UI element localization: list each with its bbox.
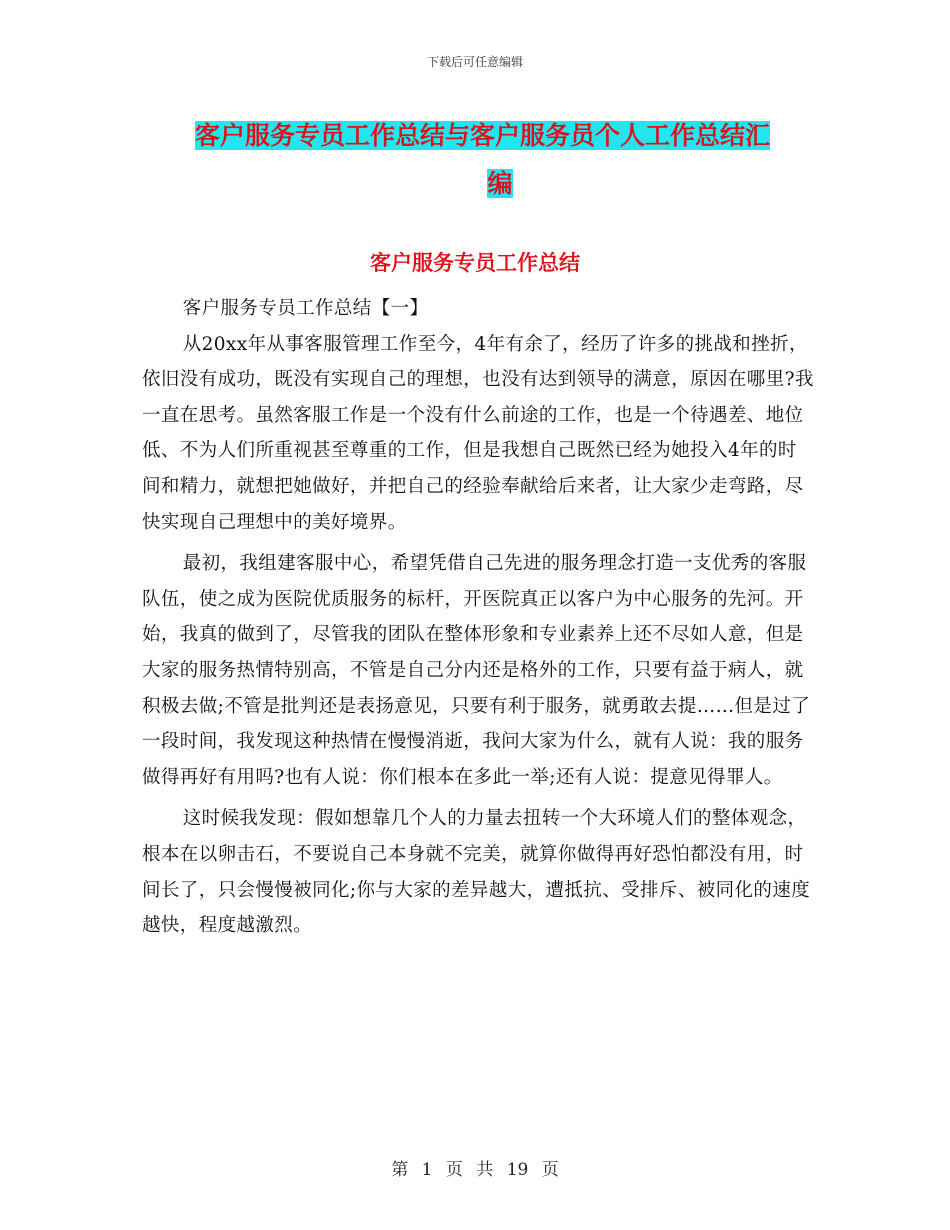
header-note: 下载后可任意编辑 xyxy=(426,55,523,69)
paragraph-subheading: 客户服务专员工作总结【一】 xyxy=(182,298,429,319)
paragraph: 这时候我发现：假如想靠几个人的力量去扭转一个大环境人们的整体观念，根本在以卵击石，不要说自己本身就不完美，就算你做得再好恐怕都没有用，时间长了，只会慢慢被同化;你与大家的差异越大，遭抵抗、受排斥、被同化的速度越快，程度越激烈。 xyxy=(142,808,811,937)
paragraph: 最初，我组建客服中心，希望凭借自己先进的服务理念打造一支优秀的客服队伍，使之成为医院优质服务的标杆，开医院真正以客户为中心服务的先河。开始，我真的做到了，尽管我的团队在整体形象和专业素养上还不尽如人意，但是大家的服务热情特别高，不管是自己分内还是格外的工作，只要有益于病人，就积极去做;不管是批判还是表扬意见，只要有利于服务，就勇敢去提……但是过了一段时间，我发现这种热情在慢慢消逝，我问大家为什么，就有人说：我的服务做得再好有用吗?也有人说：你们根本在多此一举;还有人说：提意见得罪人。 xyxy=(142,553,811,788)
section-title: 客户服务专员工作总结 xyxy=(370,251,580,275)
paragraph: 从20xx年从事客服管理工作至今，4年有余了，经历了许多的挑战和挫折，依旧没有成功，既没有实现自己的理想，也没有达到领导的满意，原因在哪里?我一直在思考。虽然客服工作是一个没有什么前途的工作，也是一个待遇差、地位低、不为人们所重视甚至尊重的工作，但是我想自己既然已经为她投入4年的时间和精力，就想把她做好，并把自己的经验奉献给后来者，让大家少走弯路，尽快实现自己理想中的美好境界。 xyxy=(142,333,814,533)
page-number-footer: 第 1 页 共 19 页 xyxy=(391,1160,559,1180)
document-title xyxy=(195,112,805,208)
document-title-line2: 编 xyxy=(487,169,513,198)
document-title-line1: 客户服务专员工作总结与客户服务员个人工作总结汇 xyxy=(195,121,771,150)
body-text xyxy=(142,291,814,944)
